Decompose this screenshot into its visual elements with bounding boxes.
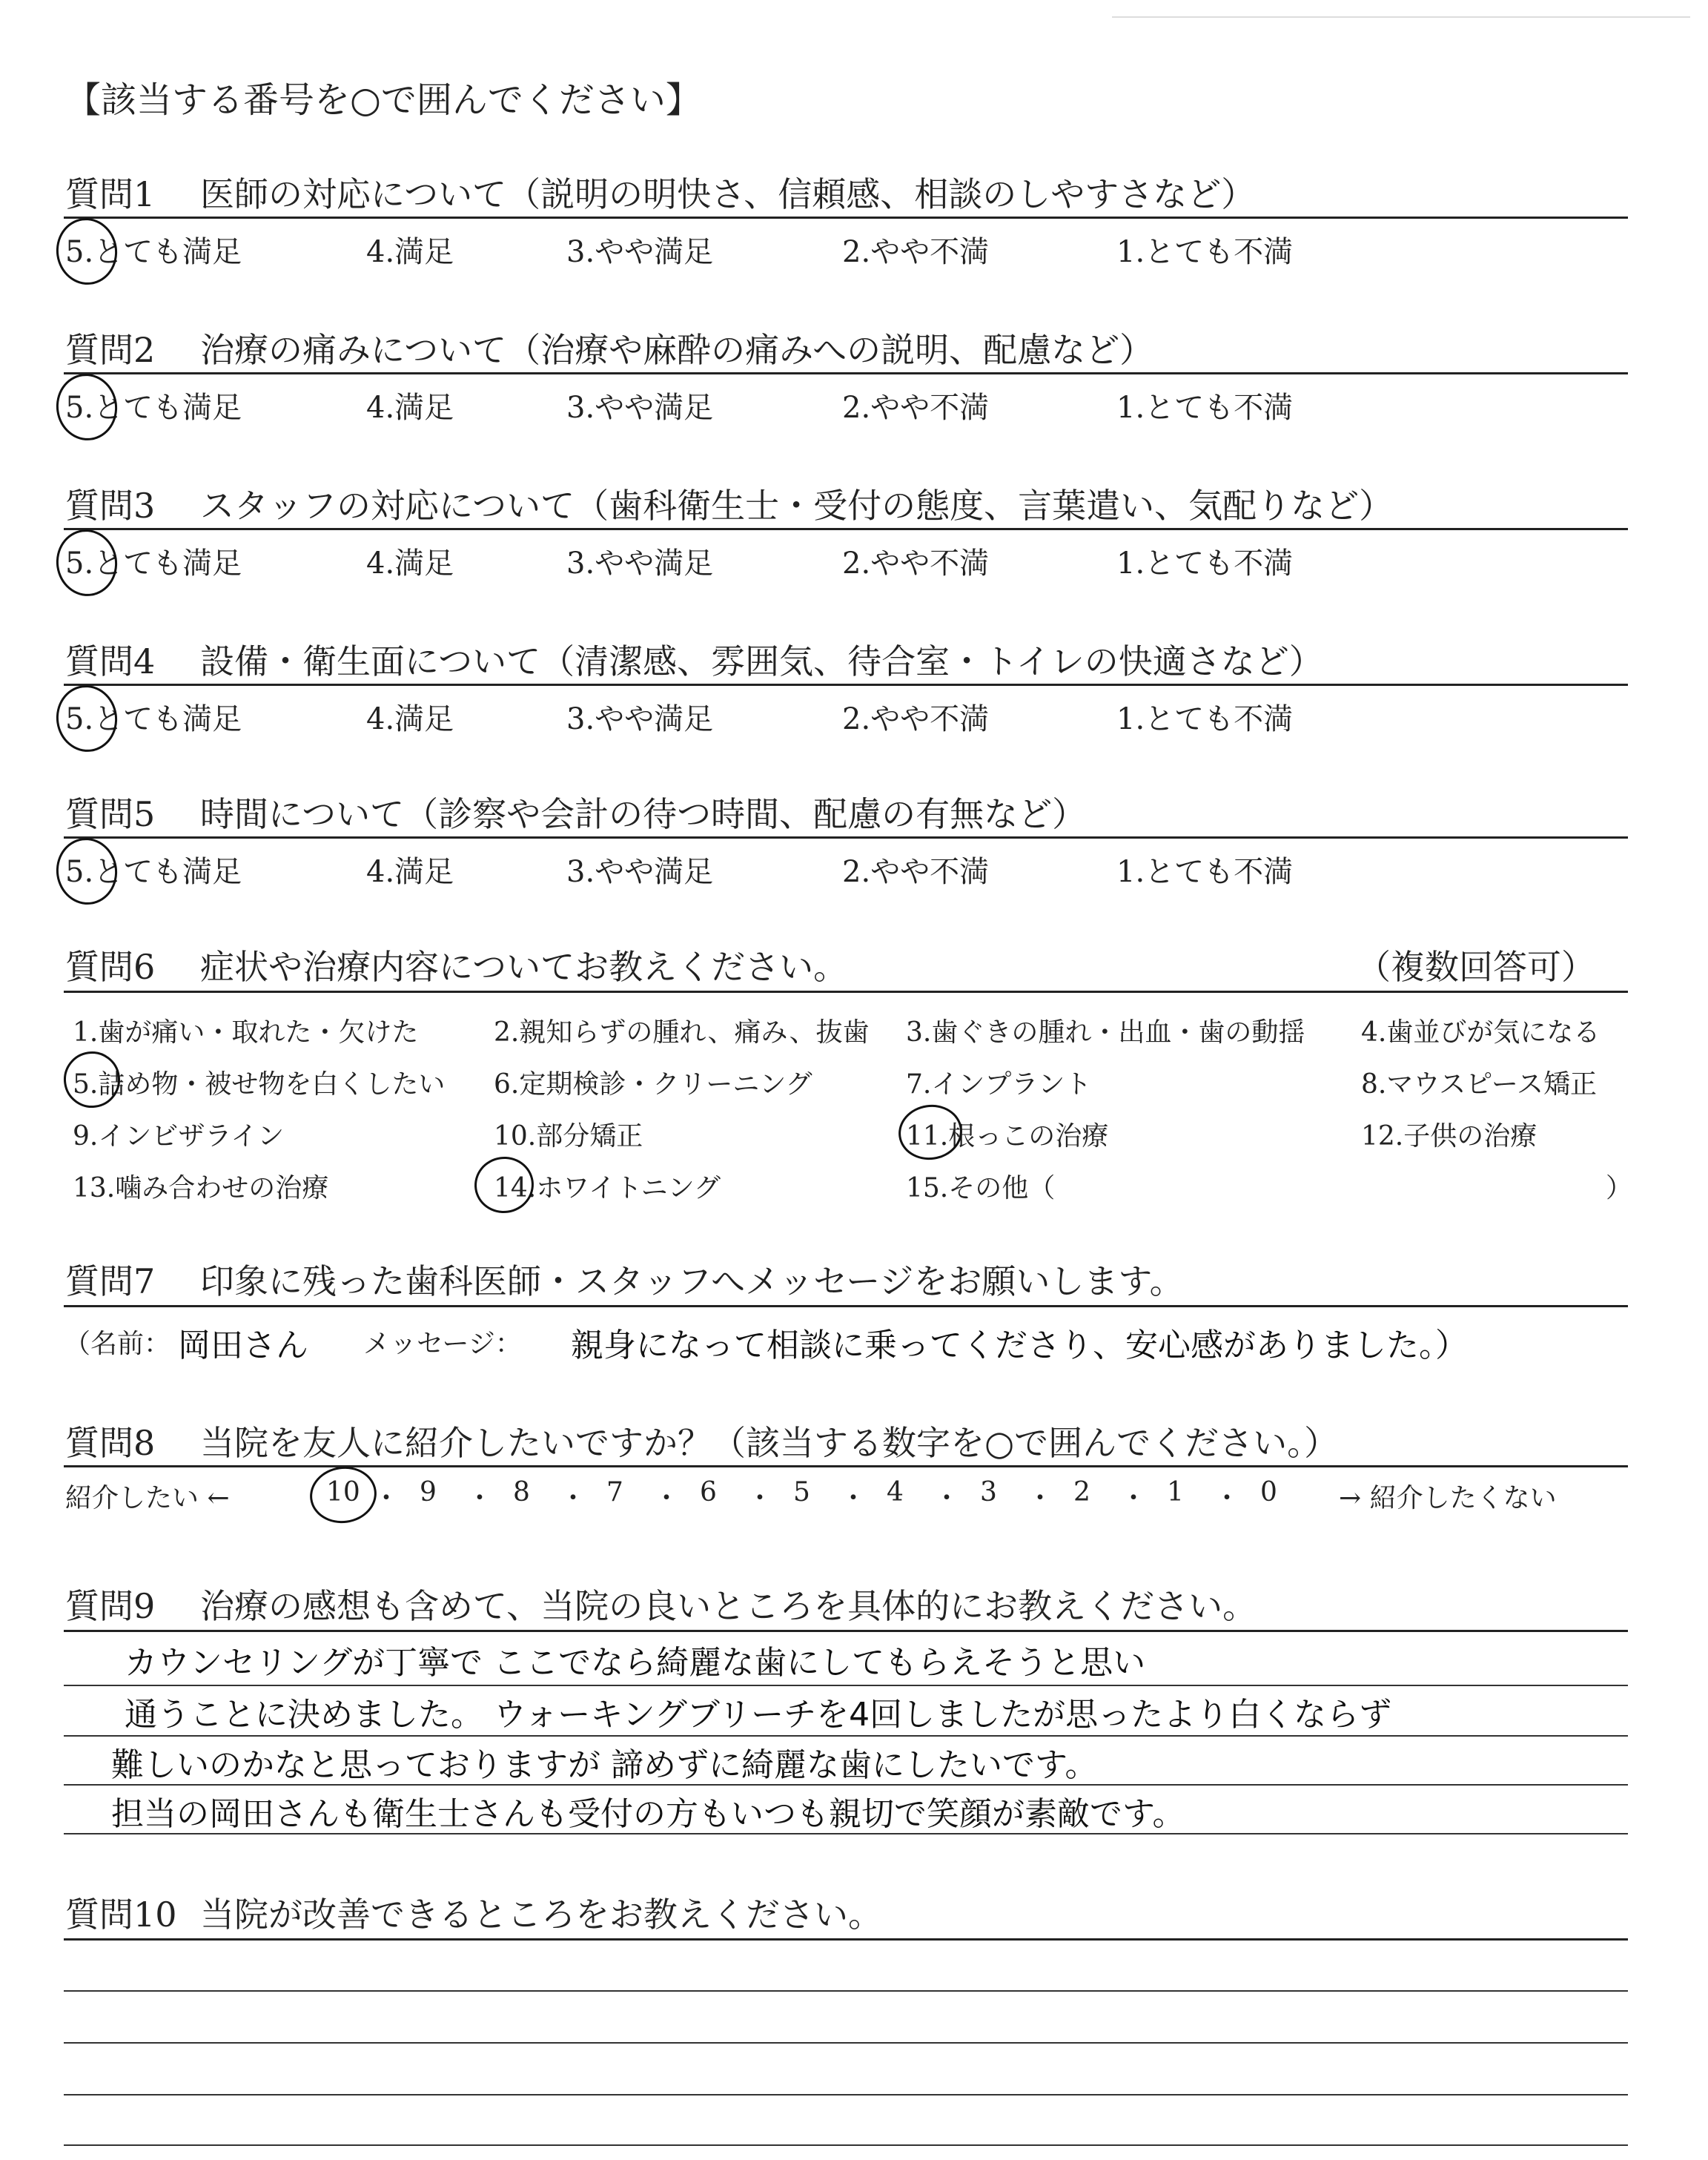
q5-option-5[interactable]: 5.とても満足 xyxy=(65,855,242,889)
q8-separator: ・ xyxy=(1120,1483,1148,1513)
q1-option-3[interactable]: 3.やや満足 xyxy=(566,235,714,269)
q5-option-3[interactable]: 3.やや満足 xyxy=(566,855,714,889)
q10-label: 質問10 xyxy=(65,1895,177,1935)
q2-option-1[interactable]: 1.とても不満 xyxy=(1116,391,1294,425)
q6-option-10[interactable]: 10.部分矯正 xyxy=(494,1121,643,1152)
q9-answer-line-2[interactable]: 通うことに決めました。 ウォーキングブリーチを4回しましたが思ったより白くならず xyxy=(125,1696,1392,1734)
q10-rule-1 xyxy=(64,1938,1628,1941)
q10-rule-2[interactable] xyxy=(64,1990,1628,1992)
q5-option-2[interactable]: 2.やや不満 xyxy=(842,855,990,889)
q8-option-7[interactable]: 7 xyxy=(606,1477,623,1507)
q8-separator: ・ xyxy=(840,1483,867,1513)
q8-option-9[interactable]: 9 xyxy=(420,1477,437,1507)
q8-separator: ・ xyxy=(373,1483,400,1513)
q9-rule-1 xyxy=(64,1630,1628,1632)
page-header: 【該当する番号を○で囲んでください】 xyxy=(65,79,701,121)
q1-option-1[interactable]: 1.とても不満 xyxy=(1116,235,1294,269)
q4-text: 設備・衛生面について（清潔感、雰囲気、待合室・トイレの快適さなど） xyxy=(200,641,1323,681)
q8-option-0[interactable]: 0 xyxy=(1260,1477,1277,1507)
q9-label: 質問9 xyxy=(65,1586,156,1626)
q5-label: 質問5 xyxy=(65,794,156,834)
q8-separator: ・ xyxy=(560,1483,587,1513)
q2-label: 質問2 xyxy=(65,330,156,370)
q3-option-1[interactable]: 1.とても不満 xyxy=(1116,546,1294,581)
q3-option-3[interactable]: 3.やや満足 xyxy=(566,546,714,581)
q8-separator: ・ xyxy=(1027,1483,1054,1513)
q3-text: スタッフの対応について（歯科衛生士・受付の態度、言葉遣い、気配りなど） xyxy=(200,486,1394,526)
q3-option-5[interactable]: 5.とても満足 xyxy=(65,546,242,581)
q2-option-2[interactable]: 2.やや不満 xyxy=(842,391,990,425)
scan-edge-line xyxy=(1112,16,1690,18)
q9-text: 治療の感想も含めて、当院の良いところを具体的にお教えください。 xyxy=(200,1586,1257,1626)
q7-label: 質問7 xyxy=(65,1261,156,1301)
q1-option-5[interactable]: 5.とても満足 xyxy=(65,235,242,269)
q8-left-label: 紹介したい ← xyxy=(65,1483,230,1513)
q9-answer-line-3[interactable]: 難しいのかなと思っておりますが 諦めずに綺麗な歯にしたいです。 xyxy=(111,1746,1098,1784)
q5-text: 時間について（診察や会計の待つ時間、配慮の有無など） xyxy=(200,794,1087,834)
circle-mark-q8-10 xyxy=(306,1462,380,1527)
q10-text: 当院が改善できるところをお教えください。 xyxy=(200,1895,882,1935)
q7-rule xyxy=(64,1305,1628,1307)
q9-answer-line-1[interactable]: カウンセリングが丁寧で ここでなら綺麗な歯にしてもらえそうと思い xyxy=(125,1644,1146,1682)
q2-text: 治療の痛みについて（治療や麻酔の痛みへの説明、配慮など） xyxy=(200,330,1154,370)
circle-mark-q2-5 xyxy=(52,370,122,445)
q8-text: 当院を友人に紹介したいですか？（該当する数字を○で囲んでください。） xyxy=(200,1423,1339,1463)
q10-rule-4[interactable] xyxy=(64,2094,1628,2095)
q6-option-13[interactable]: 13.噛み合わせの治療 xyxy=(73,1173,329,1203)
q8-separator: ・ xyxy=(653,1483,681,1513)
q7-message-label: メッセージ： xyxy=(363,1329,522,1359)
q5-option-4[interactable]: 4.満足 xyxy=(366,855,454,889)
q3-option-2[interactable]: 2.やや不満 xyxy=(842,546,990,581)
q6-option-1[interactable]: 1.歯が痛い・取れた・欠けた xyxy=(73,1017,419,1048)
q8-separator: ・ xyxy=(933,1483,961,1513)
q4-option-3[interactable]: 3.やや満足 xyxy=(566,702,714,736)
q8-option-2[interactable]: 2 xyxy=(1073,1477,1090,1507)
q8-option-8[interactable]: 8 xyxy=(513,1477,530,1507)
q6-note: （複数回答可） xyxy=(1357,947,1595,987)
q1-option-4[interactable]: 4.満足 xyxy=(366,235,454,269)
q8-separator: ・ xyxy=(1214,1483,1241,1513)
q8-separator: ・ xyxy=(466,1483,494,1513)
circle-mark-q5-5 xyxy=(52,834,122,909)
q6-option-15[interactable]: 15.その他（ xyxy=(906,1173,1056,1203)
q10-rule-3[interactable] xyxy=(64,2042,1628,2044)
circle-mark-q4-5 xyxy=(52,681,122,756)
q2-option-3[interactable]: 3.やや満足 xyxy=(566,391,714,425)
q8-separator: ・ xyxy=(747,1483,774,1513)
q6-option-7[interactable]: 7.インプラント xyxy=(906,1069,1092,1100)
q1-label: 質問1 xyxy=(65,174,156,214)
q6-rule xyxy=(64,991,1628,993)
q6-option-12[interactable]: 12.子供の治療 xyxy=(1361,1121,1537,1152)
circle-mark-q6-5 xyxy=(60,1048,124,1112)
q4-option-5[interactable]: 5.とても満足 xyxy=(65,702,242,736)
q6-option-6[interactable]: 6.定期検診・クリーニング xyxy=(494,1069,812,1100)
q6-text: 症状や治療内容についてお教えください。 xyxy=(200,947,848,987)
q2-option-4[interactable]: 4.満足 xyxy=(366,391,454,425)
q7-message-value[interactable]: 親身になって相談に乗ってくださり、安心感がありました。） xyxy=(571,1327,1468,1364)
q9-rule-3 xyxy=(64,1735,1628,1737)
q7-name-label: （名前： xyxy=(64,1329,171,1359)
q6-option-4[interactable]: 4.歯並びが気になる xyxy=(1361,1017,1601,1048)
q8-label: 質問8 xyxy=(65,1423,156,1463)
q8-option-4[interactable]: 4 xyxy=(887,1477,904,1507)
q6-option-8[interactable]: 8.マウスピース矯正 xyxy=(1361,1069,1598,1100)
q6-option-3[interactable]: 3.歯ぐきの腫れ・出血・歯の動揺 xyxy=(906,1017,1305,1048)
q6-option-9[interactable]: 9.インビザライン xyxy=(73,1121,285,1152)
q6-option-15-close: ） xyxy=(1606,1173,1633,1203)
q4-label: 質問4 xyxy=(65,641,156,681)
q4-rule xyxy=(64,684,1628,686)
q2-option-5[interactable]: 5.とても満足 xyxy=(65,391,242,425)
q7-text: 印象に残った歯科医師・スタッフへメッセージをお願いします。 xyxy=(200,1261,1184,1301)
q6-option-2[interactable]: 2.親知らずの腫れ、痛み、抜歯 xyxy=(494,1017,870,1048)
q6-option-11[interactable]: 11.根っこの治療 xyxy=(906,1121,1109,1152)
q7-name-value[interactable]: 岡田さん xyxy=(178,1327,308,1364)
q6-option-5[interactable]: 5.詰め物・被せ物を白くしたい xyxy=(73,1069,446,1100)
q6-label: 質問6 xyxy=(65,947,156,987)
q3-label: 質問3 xyxy=(65,486,156,526)
q8-option-3[interactable]: 3 xyxy=(980,1477,997,1507)
q3-rule xyxy=(64,528,1628,530)
q1-text: 医師の対応について（説明の明快さ、信頼感、相談のしやすさなど） xyxy=(200,174,1256,214)
circle-mark-q6-14 xyxy=(471,1153,537,1217)
q5-option-1[interactable]: 1.とても不満 xyxy=(1116,855,1294,889)
circle-mark-q6-11 xyxy=(895,1100,965,1163)
q6-option-14[interactable]: 14.ホワイトニング xyxy=(494,1173,721,1203)
q5-rule xyxy=(64,836,1628,839)
q8-option-6[interactable]: 6 xyxy=(700,1477,717,1507)
q1-rule xyxy=(64,217,1628,219)
q1-option-2[interactable]: 2.やや不満 xyxy=(842,235,990,269)
q10-rule-5[interactable] xyxy=(64,2144,1628,2146)
q8-option-10[interactable]: 10 xyxy=(326,1477,360,1507)
q9-answer-line-4[interactable]: 担当の岡田さんも衛生士さんも受付の方もいつも親切で笑顔が素敵です。 xyxy=(111,1795,1185,1833)
q8-rule xyxy=(64,1465,1628,1467)
circle-mark-q3-5 xyxy=(52,526,122,601)
q3-option-4[interactable]: 4.満足 xyxy=(366,546,454,581)
circle-mark-q1-5 xyxy=(52,214,122,289)
q2-rule xyxy=(64,372,1628,374)
q8-option-1[interactable]: 1 xyxy=(1167,1477,1184,1507)
q9-rule-2 xyxy=(64,1685,1628,1686)
q8-option-5[interactable]: 5 xyxy=(793,1477,810,1507)
q4-option-1[interactable]: 1.とても不満 xyxy=(1116,702,1294,736)
q8-right-label: → 紹介したくない xyxy=(1339,1483,1557,1513)
q4-option-2[interactable]: 2.やや不満 xyxy=(842,702,990,736)
q4-option-4[interactable]: 4.満足 xyxy=(366,702,454,736)
